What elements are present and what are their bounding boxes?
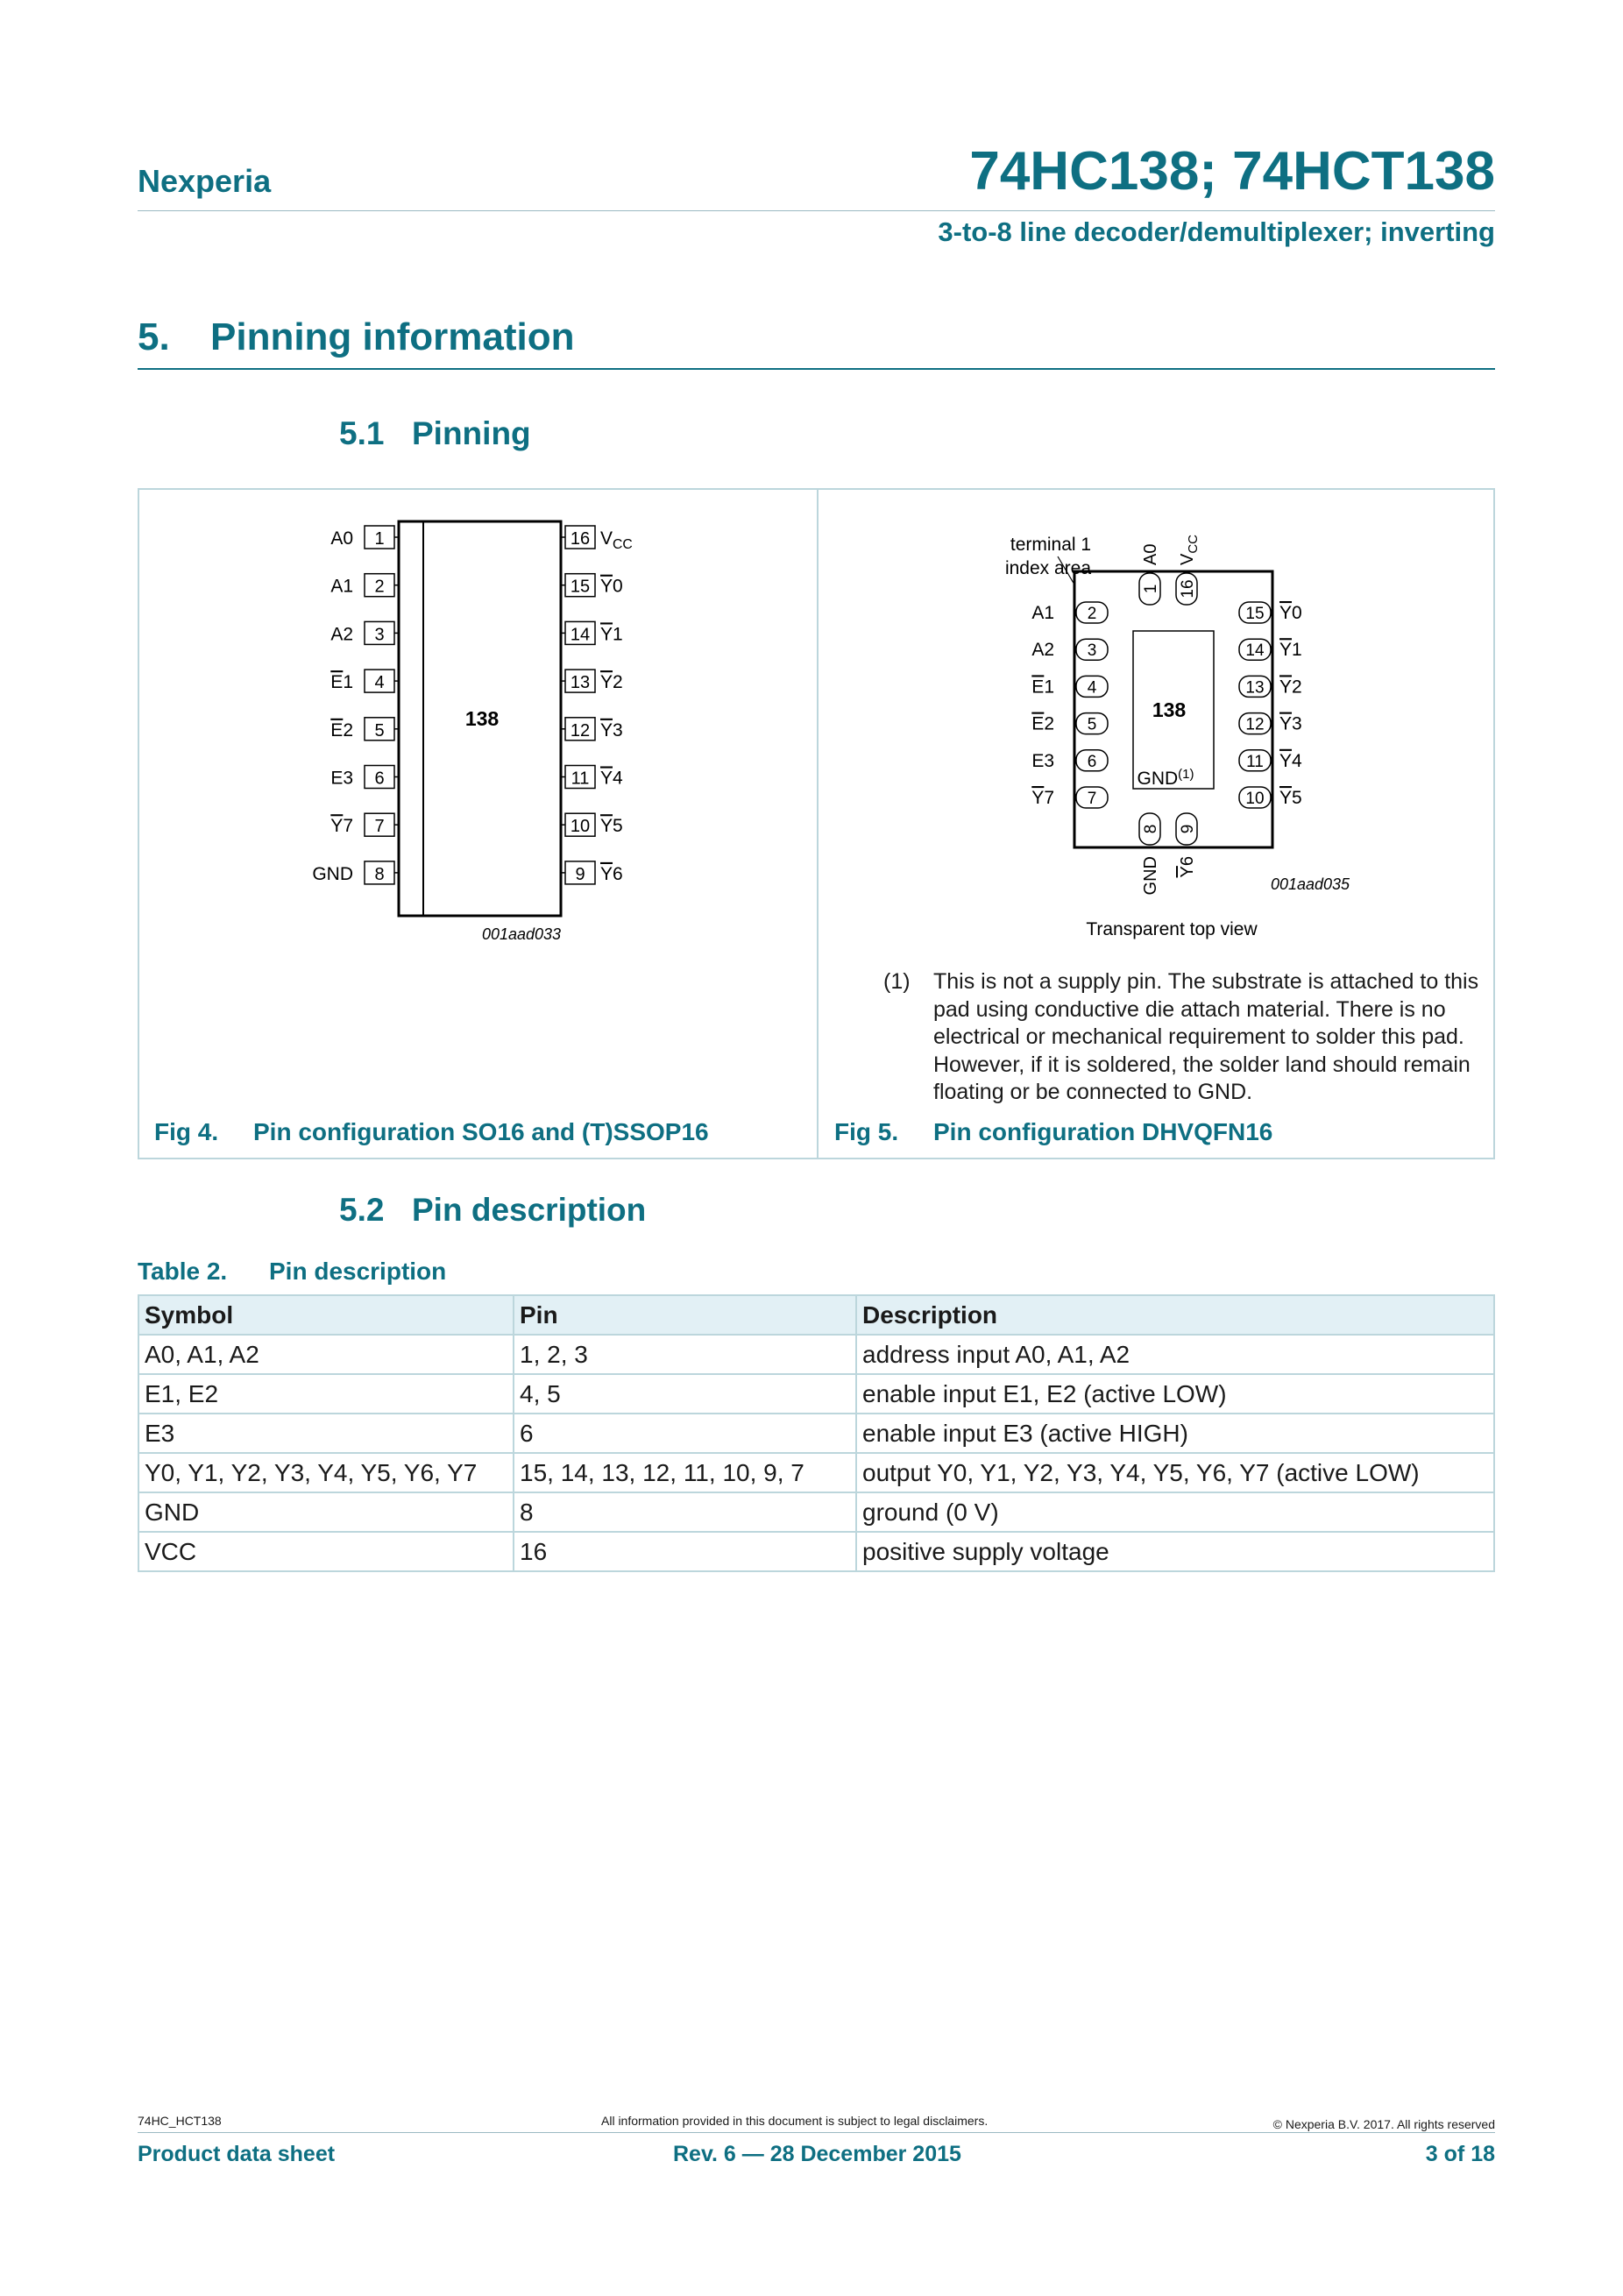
cell-pin: 1, 2, 3 <box>514 1335 856 1374</box>
section-title: Pinning information <box>210 315 575 358</box>
section-heading <box>138 315 575 359</box>
pad-number: 11 <box>1246 752 1264 771</box>
pad-name: Y5 <box>1279 788 1302 808</box>
dhvqfn16-pin-diagram <box>946 513 1402 951</box>
pin-number: 14 <box>570 625 591 645</box>
pad-name: E1 <box>1031 677 1054 698</box>
footer-divider <box>138 2132 1495 2133</box>
footer-doc-type: Product data sheet <box>138 2142 336 2166</box>
footnote-text: This is not a supply pin. The substrate is attached to this pad using conductive die attach material. There is no electrical or mechanical requirement to solder this pad. However, if it is soldered, the solder land should remain floating or be connected to GND. <box>933 969 1479 1104</box>
pad-number: 6 <box>1087 752 1097 771</box>
subsection-number: 5.1 <box>339 415 385 451</box>
pin-name: Y5 <box>600 816 623 837</box>
pad-number: 7 <box>1087 790 1097 808</box>
cell-symbol: VCC <box>138 1532 514 1571</box>
pin-number: 12 <box>570 720 591 741</box>
section-divider <box>138 368 1495 370</box>
pin-name: Y0 <box>600 576 623 597</box>
subsection-number: 5.2 <box>339 1192 385 1228</box>
pad-number: 1 <box>1142 584 1160 594</box>
pad-number: 10 <box>1245 790 1265 808</box>
table-row <box>138 1374 1494 1414</box>
header-description: Description <box>856 1295 1494 1335</box>
terminal-label-line1: terminal 1 <box>1010 535 1092 555</box>
pad-name: A2 <box>1031 640 1054 661</box>
pin-name: Y1 <box>600 624 623 645</box>
footer-copyright: © Nexperia B.V. 2017. All rights reserved <box>1272 2117 1495 2131</box>
document-title: 74HC138; 74HCT138 <box>969 141 1495 202</box>
table-title: Pin description <box>269 1258 447 1285</box>
pin-number: 7 <box>374 817 385 837</box>
gnd-label: GND <box>1137 769 1179 789</box>
pad-number: 8 <box>1142 824 1160 834</box>
chip-label: 138 <box>1152 698 1187 721</box>
footer-revision: Rev. 6 — 28 December 2015 <box>673 2142 961 2166</box>
fig4-number: Fig 4. <box>154 1118 219 1145</box>
footnote-mark: (1) <box>883 969 911 994</box>
pad-number: 9 <box>1179 824 1197 834</box>
pad-name: E3 <box>1031 750 1054 771</box>
pad-name: $V_{CC}$ <box>1178 534 1201 565</box>
table-row <box>138 1532 1494 1571</box>
table-row <box>138 1414 1494 1453</box>
fig4-caption <box>154 1118 709 1146</box>
terminal-label-line2: index area <box>1004 558 1092 578</box>
pad-number: 13 <box>1245 678 1265 698</box>
subsection-heading-pinning <box>339 415 531 452</box>
cell-symbol: E1, E2 <box>138 1374 514 1414</box>
pin-name: Y4 <box>600 768 623 789</box>
pad-name: GND <box>1141 856 1160 896</box>
figures-divider <box>817 488 819 1159</box>
table-caption <box>138 1258 446 1286</box>
pad-number: 16 <box>1179 579 1197 599</box>
section-number: 5. <box>138 315 170 358</box>
cell-description: enable input E3 (active HIGH) <box>856 1414 1494 1453</box>
pin-number: 11 <box>571 769 590 789</box>
pad-number: 15 <box>1245 605 1265 623</box>
pad-name: Y2 <box>1279 677 1302 698</box>
pin-number: 2 <box>374 577 385 597</box>
figure-code: 001aad035 <box>1270 875 1350 893</box>
cell-description: output Y0, Y1, Y2, Y3, Y4, Y5, Y6, Y7 (active LOW) <box>856 1453 1494 1492</box>
pad-number: 14 <box>1245 641 1265 661</box>
cell-pin: 8 <box>514 1492 856 1532</box>
brand-name: Nexperia <box>138 163 272 199</box>
fig5-caption <box>834 1118 1272 1146</box>
table-row <box>138 1335 1494 1374</box>
pin-name: A0 <box>330 528 353 549</box>
cell-pin: 16 <box>514 1532 856 1571</box>
view-label: Transparent top view <box>1086 919 1258 939</box>
pad-name: E2 <box>1031 713 1054 734</box>
footer-page-number: 3 of 18 <box>1425 2142 1495 2166</box>
pin-name: E2 <box>330 719 353 741</box>
pin-name: A1 <box>330 576 353 597</box>
table-row <box>138 1453 1494 1492</box>
pin-name: A2 <box>330 624 353 645</box>
cell-description: address input A0, A1, A2 <box>856 1335 1494 1374</box>
pad-number: 2 <box>1087 605 1097 623</box>
cell-description: enable input E1, E2 (active LOW) <box>856 1374 1494 1414</box>
table-number: Table 2. <box>138 1258 228 1285</box>
subsection-title: Pinning <box>412 415 531 451</box>
pad-name: A0 <box>1141 543 1160 565</box>
pin-number: 15 <box>570 577 591 597</box>
pin-name: Y2 <box>600 672 623 693</box>
pad-number: 12 <box>1245 715 1265 734</box>
header-symbol: Symbol <box>138 1295 514 1335</box>
header-pin: Pin <box>514 1295 856 1335</box>
pad-number: 3 <box>1087 641 1097 661</box>
pad-name: Y7 <box>1031 788 1054 808</box>
pin-description-table <box>138 1294 1495 1572</box>
footer-disclaimer: All information provided in this document is subject to legal disclaimers. <box>601 2114 989 2128</box>
cell-pin: 6 <box>514 1414 856 1453</box>
pin-name: Y7 <box>330 816 353 837</box>
cell-symbol: Y0, Y1, Y2, Y3, Y4, Y5, Y6, Y7 <box>138 1453 514 1492</box>
cell-description: positive supply voltage <box>856 1532 1494 1571</box>
pin-name: E3 <box>330 768 353 789</box>
pad-name: Y3 <box>1279 713 1302 734</box>
header-divider <box>138 210 1495 211</box>
document-subtitle: 3-to-8 line decoder/demultiplexer; inverting <box>938 216 1495 247</box>
pin-name: $V_{CC}$ <box>600 528 633 552</box>
table-row <box>138 1492 1494 1532</box>
pad-name: A1 <box>1031 603 1054 623</box>
pad-name: Y0 <box>1279 603 1302 623</box>
pin-name: E1 <box>330 672 353 693</box>
gnd-pad-label <box>1137 767 1194 789</box>
pin-number: 13 <box>570 673 591 693</box>
subsection-title: Pin description <box>412 1192 647 1228</box>
pad-number: 4 <box>1087 678 1097 698</box>
pin-name: Y6 <box>600 863 623 884</box>
pin-number: 1 <box>374 529 385 549</box>
gnd-note: (1) <box>1178 767 1194 782</box>
so16-pin-diagram <box>298 513 684 946</box>
pad-name: Y4 <box>1279 750 1302 771</box>
fig5-title: Pin configuration DHVQFN16 <box>933 1118 1273 1145</box>
footer-doc-id: 74HC_HCT138 <box>138 2114 222 2128</box>
pad-name: Y1 <box>1279 640 1302 661</box>
cell-symbol: A0, A1, A2 <box>138 1335 514 1374</box>
subsection-heading-pin-description <box>339 1192 646 1229</box>
pin-name: Y3 <box>600 719 623 741</box>
figure-code: 001aad033 <box>481 925 562 943</box>
table-header-row <box>138 1295 1494 1335</box>
pin-number: 5 <box>374 720 385 741</box>
pin-number: 9 <box>575 864 585 884</box>
fig5-number: Fig 5. <box>834 1118 899 1145</box>
chip-label: 138 <box>464 707 500 730</box>
pin-name: GND <box>312 863 353 884</box>
pad-name: Y6 <box>1178 856 1197 878</box>
pin-number: 8 <box>374 864 385 884</box>
pin-number: 3 <box>374 625 385 645</box>
pin-number: 16 <box>570 529 591 549</box>
cell-symbol: GND <box>138 1492 514 1532</box>
cell-pin: 15, 14, 13, 12, 11, 10, 9, 7 <box>514 1453 856 1492</box>
fig4-title: Pin configuration SO16 and (T)SSOP16 <box>253 1118 709 1145</box>
cell-symbol: E3 <box>138 1414 514 1453</box>
figure-footnote <box>883 968 1488 1107</box>
pin-number: 6 <box>374 769 385 789</box>
pin-number: 10 <box>570 817 591 837</box>
pad-number: 5 <box>1087 715 1097 734</box>
cell-pin: 4, 5 <box>514 1374 856 1414</box>
cell-description: ground (0 V) <box>856 1492 1494 1532</box>
pin-number: 4 <box>374 673 385 693</box>
